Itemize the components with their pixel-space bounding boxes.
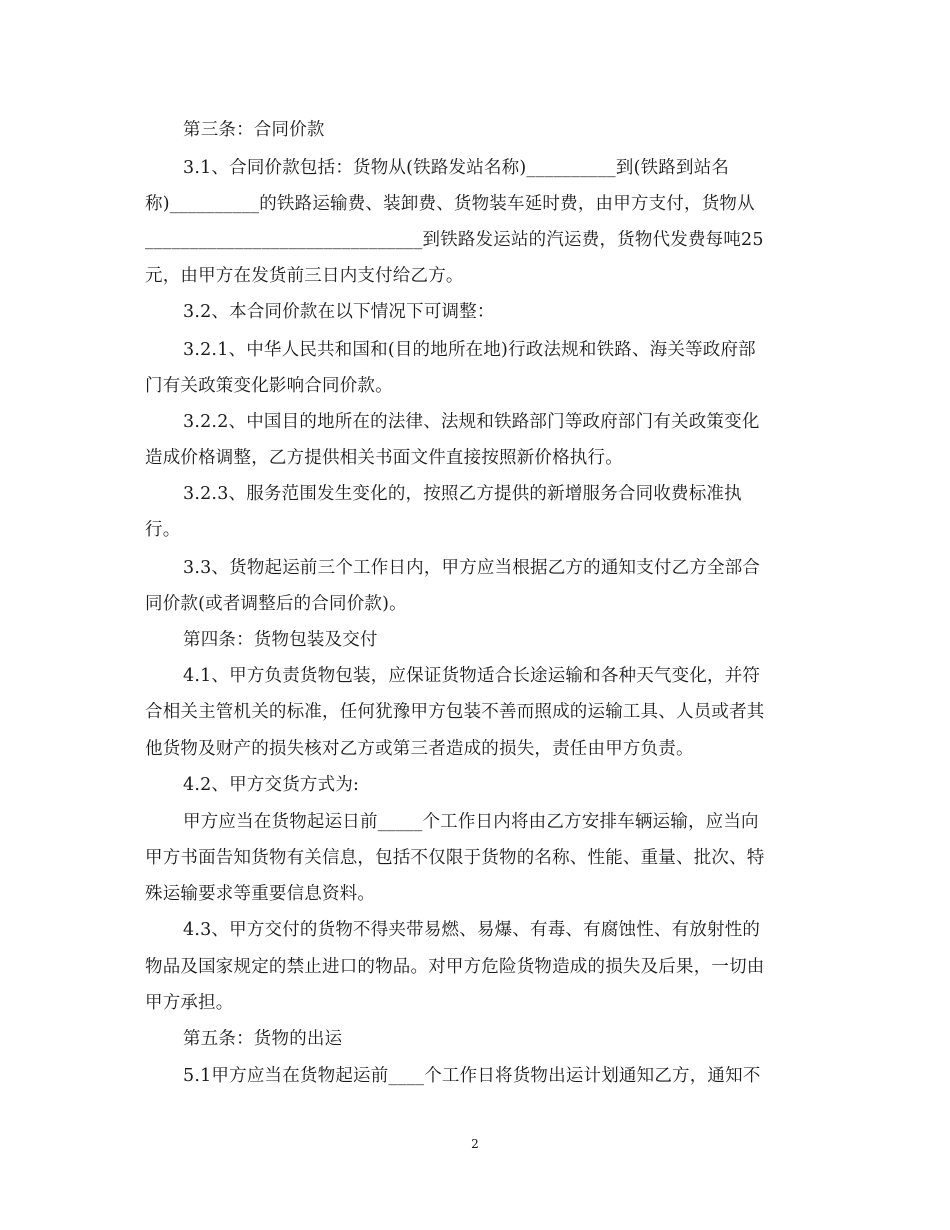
paragraph-line: 他货物及财产的损失核对乙方或第三者造成的损失，责任由甲方负责。 — [145, 739, 694, 759]
section-heading-3: 第三条：合同价款 — [183, 120, 325, 140]
paragraph-line: 甲方承担。 — [145, 993, 234, 1013]
paragraph-line: 3.2.1、中华人民共和国和(目的地所在地)行政法规和铁路、海关等政府部 — [183, 340, 756, 360]
paragraph-line: 5.1甲方应当在货物起运前____个工作日将货物出运计划通知乙方，通知不 — [183, 1066, 761, 1086]
paragraph-line: 殊运输要求等重要信息资料。 — [145, 884, 376, 904]
paragraph-line: 4.2、甲方交货方式为: — [183, 775, 360, 795]
paragraph-line: 元，由甲方在发货前三日内支付给乙方。 — [145, 266, 464, 286]
paragraph-line: 合相关主管机关的标准，任何犹豫甲方包装不善而照成的运输工具、人员或者其 — [145, 702, 765, 722]
paragraph-line: 4.3、甲方交付的货物不得夹带易燃、易爆、有毒、有腐蚀性、有放射性的 — [183, 920, 761, 940]
paragraph-line: 3.2.2、中国目的地所在的法律、法规和铁路部门等政府部门有关政策变化 — [183, 412, 760, 432]
paragraph-line: 3.3、货物起运前三个工作日内，甲方应当根据乙方的通知支付乙方全部合 — [183, 558, 761, 578]
paragraph-line: 门有关政策变化影响合同价款。 — [145, 376, 393, 396]
paragraph-line: 3.1、合同价款包括：货物从(铁路发站名称)__________到(铁路到站名 — [183, 158, 730, 178]
paragraph-line: 同价款(或者调整后的合同价款)。 — [145, 594, 407, 614]
paragraph-line: 甲方书面告知货物有关信息，包括不仅限于货物的名称、性能、重量、批次、特 — [145, 848, 765, 868]
paragraph-line: 3.2.3、服务范围发生变化的，按照乙方提供的新增服务合同收费标准执 — [183, 484, 742, 504]
paragraph-line: _______________________________到铁路发运站的汽运费，货物代发费每吨25 — [145, 230, 764, 250]
section-heading-4: 第四条：货物包装及交付 — [183, 630, 378, 650]
paragraph-line: 物品及国家规定的禁止进口的物品。对甲方危险货物造成的损失及后果，一切由 — [145, 957, 765, 977]
paragraph-line: 造成价格调整，乙方提供相关书面文件直接按照新价格执行。 — [145, 448, 623, 468]
section-heading-5: 第五条：货物的出运 — [183, 1029, 343, 1049]
paragraph-line: 称)__________的铁路运输费、装卸费、货物装车延时费，由甲方支付，货物从 — [145, 194, 755, 214]
paragraph-line: 甲方应当在货物起运日前_____个工作日内将由乙方安排车辆运输，应当向 — [183, 812, 759, 832]
paragraph-line: 3.2、本合同价款在以下情况下可调整： — [183, 302, 495, 322]
page-number: 2 — [471, 1137, 479, 1151]
paragraph-line: 4.1、甲方负责货物包装，应保证货物适合长途运输和各种天气变化，并符 — [183, 666, 761, 686]
paragraph-line: 行。 — [145, 520, 181, 540]
